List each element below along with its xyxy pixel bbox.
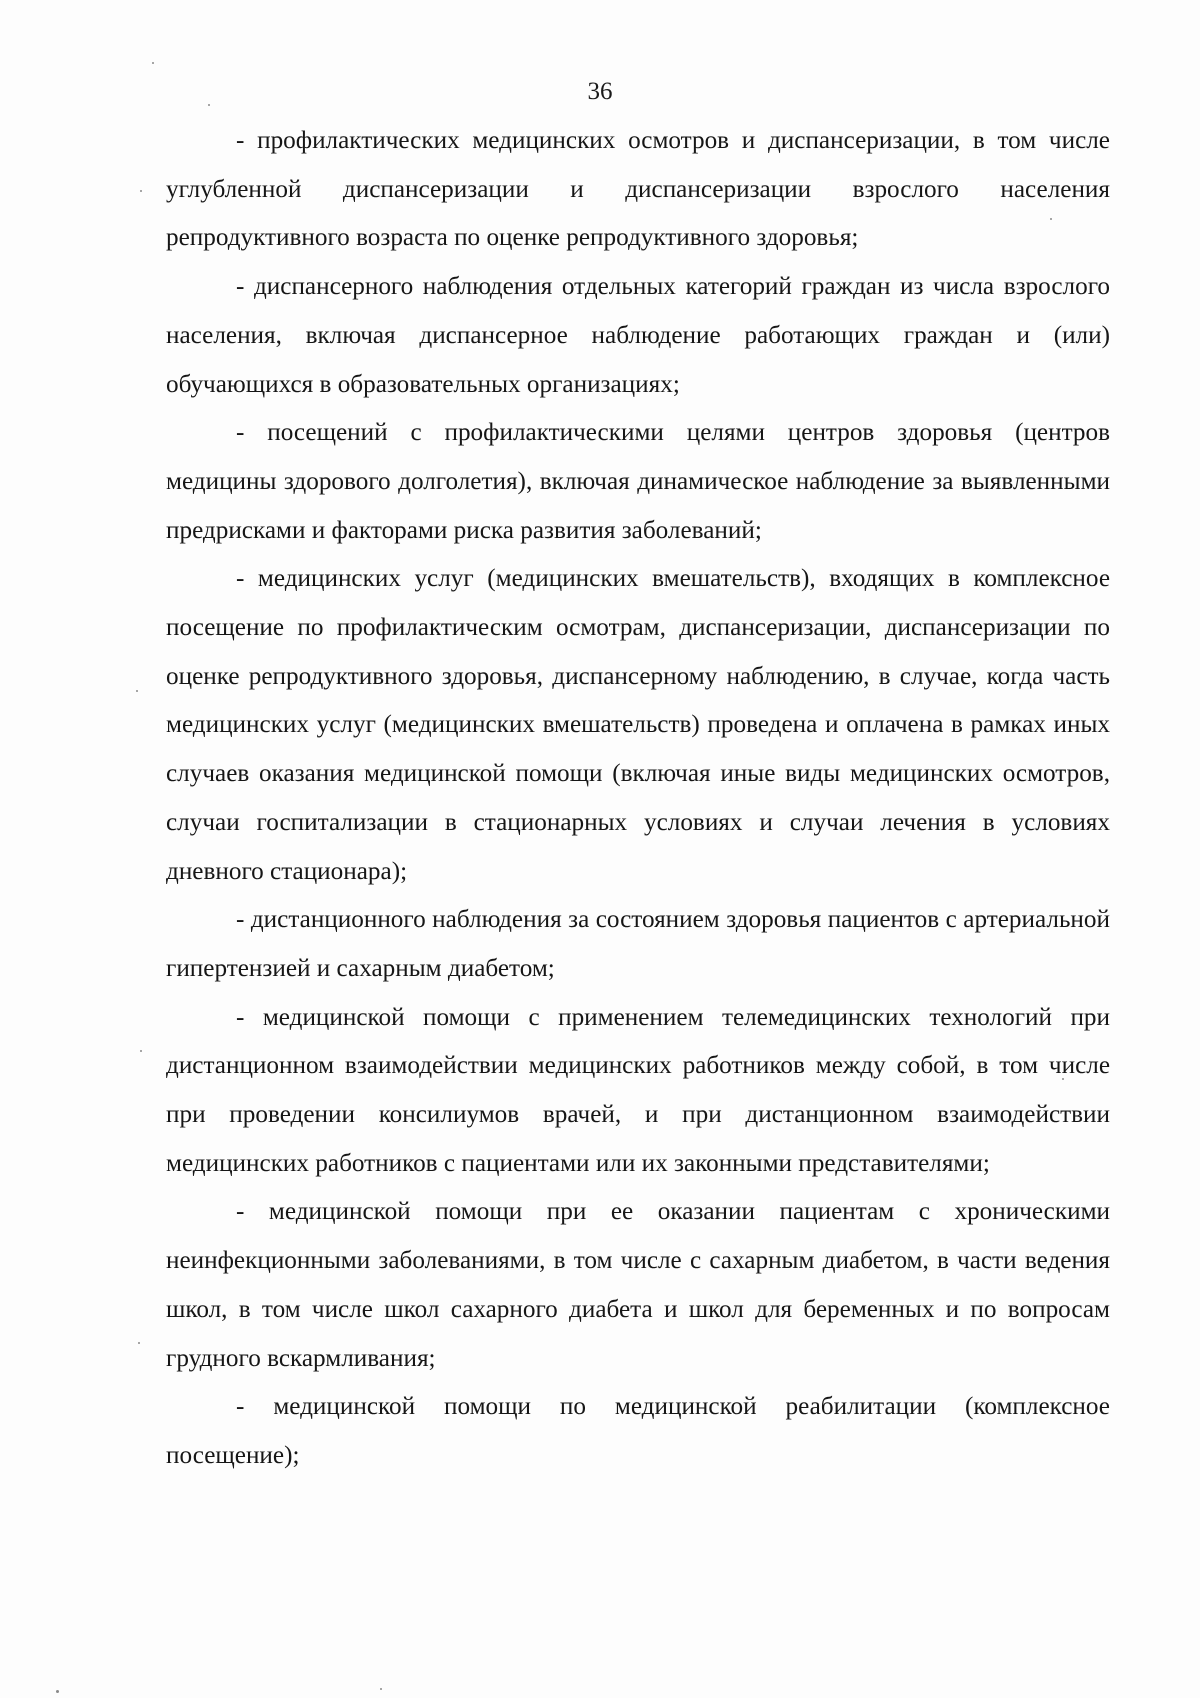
scan-speck	[152, 62, 154, 64]
page-number: 36	[587, 78, 613, 105]
list-item-chronic-disease-schools: - медицинской помощи при ее оказании пациентам с хроническими неинфекционными заболеваниями, в том числе с сахарным диабетом, в части ведения школ, в том числе школ сахарного диабета и школ для беременных и по вопросам грудного вскармливания;	[166, 1198, 1110, 1372]
body-text	[166, 117, 1110, 1481]
list-item-medical-services: - медицинских услуг (медицинских вмешательств), входящих в комплексное посещение по профилактическим осмотрам, диспансеризации, диспансеризации по оценке репродуктивного здоровья, диспансерному наблюдению, в случае, когда часть медицинских услуг (медицинских вмешательств) проведена и оплачена в рамках иных случаев оказания медицинской помощи (включая иные виды медицинских осмотров, случаи госпитализации в стационарных условиях и случаи лечения в условиях дневного стационара);	[166, 565, 1110, 885]
list-item-health-center-visits: - посещений с профилактическими целями центров здоровья (центров медицины здорового долголетия), включая динамическое наблюдение за выявленными предрисками и факторами риска развития заболеваний;	[166, 419, 1110, 544]
scan-speck	[136, 690, 138, 692]
scan-speck	[380, 1688, 382, 1690]
scan-speck	[140, 190, 142, 192]
scan-speck	[56, 1690, 59, 1693]
scan-speck	[140, 1050, 142, 1052]
list-item-rehabilitation: - медицинской помощи по медицинской реабилитации (комплексное посещение);	[166, 1393, 1110, 1469]
scan-speck	[138, 1342, 140, 1344]
list-item-remote-monitoring: - дистанционного наблюдения за состоянием здоровья пациентов с артериальной гипертензией и сахарным диабетом;	[166, 906, 1110, 982]
list-item-dispensary-observation: - диспансерного наблюдения отдельных категорий граждан из числа взрослого населения, включая диспансерное наблюдение работающих граждан и (или) обучающихся в образовательных организациях;	[166, 273, 1110, 398]
list-item-preventive-exams: - профилактических медицинских осмотров и диспансеризации, в том числе углубленной диспансеризации и диспансеризации взрослого населения репродуктивного возраста по оценке репродуктивного здоровья;	[166, 127, 1110, 252]
list-item-telemedicine: - медицинской помощи с применением телемедицинских технологий при дистанционном взаимодействии медицинских работников между собой, в том числе при проведении консилиумов врачей, и при дистанционном взаимодействии медицинских работников с пациентами или их законными представителями;	[166, 1003, 1110, 1177]
